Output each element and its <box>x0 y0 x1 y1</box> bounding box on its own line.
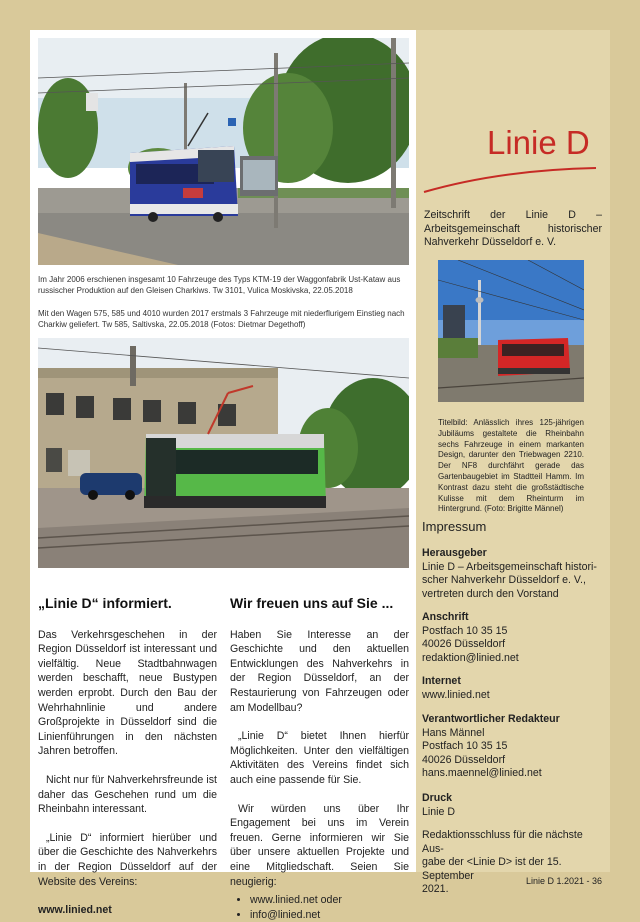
col1-website-link[interactable]: www.linied.net <box>38 904 112 917</box>
anschrift-line: Postfach 10 35 15 <box>422 624 508 637</box>
photo-cover-red-tram <box>438 260 584 402</box>
title-swoosh <box>420 160 600 196</box>
impressum-herausgeber <box>422 547 602 601</box>
impressum-anschrift <box>422 611 602 665</box>
redakteur-email[interactable]: hans.maennel@linied.net <box>422 767 542 779</box>
col2-heading: Wir freuen uns auf Sie ... <box>230 595 394 611</box>
impressum-druck <box>422 792 602 819</box>
herausgeber-line: scher Nahverkehr Düsseldorf e. V., <box>422 574 586 586</box>
herausgeber-line: Linie D – Arbeitsgemeinschaft histori- <box>422 560 597 573</box>
redakteur-line: Hans Männel <box>422 726 485 739</box>
column-linie-d-informiert <box>38 596 217 918</box>
anschrift-email[interactable]: redaktion@linied.net <box>422 651 519 664</box>
impressum-heading: Impressum <box>422 519 487 534</box>
schluss-line: 2021. <box>422 883 449 895</box>
anschrift-label: Anschrift <box>422 611 469 623</box>
schluss-line: Redaktionsschluss für die nächste Aus- <box>422 829 583 855</box>
col1-paragraph-1: Das Verkehrsgeschehen in der Region Düsseldorf ist interessant und vielfältig. Neue Stadtbahnwagen werden beschafft, neue Bustypen werden erprobt. Durch den Bau der Wehrhahnlinie und andere Großprojekte in Düsseldorf sind die Linienführungen in den nächsten Jahren betroffen. <box>38 628 217 758</box>
schluss-line: gabe der <Linie D> ist der 15. September <box>422 856 562 882</box>
redakteur-label: Verantwortlicher Redakteur <box>422 713 560 725</box>
herausgeber-line: vertreten durch den Vorstand <box>422 587 559 600</box>
col2-paragraph-1: Haben Sie Interesse an der Geschichte und den aktuellen Entwicklungen des Nahverkehrs in der Region Düsseldorf, an der Restaurierung von Fahrzeugen oder am Modellbau? <box>230 628 409 714</box>
impressum-redakteur <box>422 713 602 781</box>
col2-paragraph-2: „Linie D“ bietet Ihnen hierfür Möglichkeiten. Unter den vielfältigen Aktivitäten des Vereins findet sich auch eine passende für Sie. <box>230 730 409 786</box>
magazine-title: Linie D <box>487 124 590 161</box>
redakteur-line: 40026 Düsseldorf <box>422 753 506 766</box>
anschrift-line: 40026 Düsseldorf <box>422 638 506 650</box>
photo-blue-tram <box>38 38 409 265</box>
internet-link[interactable]: www.linied.net <box>422 688 490 701</box>
magazine-subtitle: Zeitschrift der Linie D – Arbeitsgemeinschaft historischer Nahverkehr Düsseldorf e. V. <box>424 209 602 248</box>
redakteur-line: Postfach 10 35 15 <box>422 740 508 752</box>
contact-item-website[interactable]: • www.linied.net oder <box>250 893 409 908</box>
contact-item-email[interactable]: • info@linied.net <box>250 908 409 922</box>
internet-label: Internet <box>422 675 461 687</box>
top-photo-caption: Im Jahr 2006 erschienen insgesamt 10 Fahrzeuge des Typs KTM-19 der Waggonfabrik Ust-Kataw aus russischer Produktion auf den Gleisen Charkiws. Tw 3101, Vulica Moskivska, 22.05.2018 <box>38 275 401 295</box>
druck-value: Linie D <box>422 805 455 818</box>
impressum-internet <box>422 675 602 702</box>
col2-paragraph-3: Wir würden uns über Ihr Engagement bei uns im Verein freuen. Gerne informieren wir Sie über unsere aktuellen Projekte und eine Mitgliedschaft. Seien Sie neugierig: <box>230 802 409 888</box>
col1-paragraph-3: „Linie D“ informiert hierüber und über die Geschichte des Nahverkehrs in der Region Düsseldorf auf der Website des Vereins: <box>38 831 217 888</box>
herausgeber-label: Herausgeber <box>422 547 487 559</box>
col1-heading: „Linie D“ informiert. <box>38 595 172 611</box>
column-wir-freuen-uns <box>230 596 409 922</box>
druck-label: Druck <box>422 792 453 804</box>
page-footer: Linie D 1.2021 - 36 <box>525 876 602 886</box>
contact-list <box>230 893 409 922</box>
col1-paragraph-2: Nicht nur für Nahverkehrsfreunde ist daher das Geschehen rund um die Rheinbahn interessant. <box>38 773 217 816</box>
cover-photo-caption: Titelbild: Anlässlich ihres 125-jährigen Jubiläums gestaltete die Rheinbahn sechs Fahrzeuge in einem markanten Design, darunter den Triebwagen 2210. Der NF8 durchfährt gerade das Gartenbaugebiet im Stadtteil Hamm. Im Kontrast dazu steht die großstädtische Kulisse mit dem Rheinturm im Hintergrund. (Foto: Brigitte Männel) <box>438 418 584 514</box>
impressum-redaktionsschluss <box>422 829 602 897</box>
mid-photo-caption: Mit den Wagen 575, 585 und 4010 wurden 2017 erstmals 3 Fahrzeuge mit niederflurigem Einstieg nach Charkiw geliefert. Tw 585, Saltivska, 22.05.2018 (Fotos: Dietmar Degethoff) <box>38 309 405 329</box>
photo-green-tram <box>38 338 409 568</box>
